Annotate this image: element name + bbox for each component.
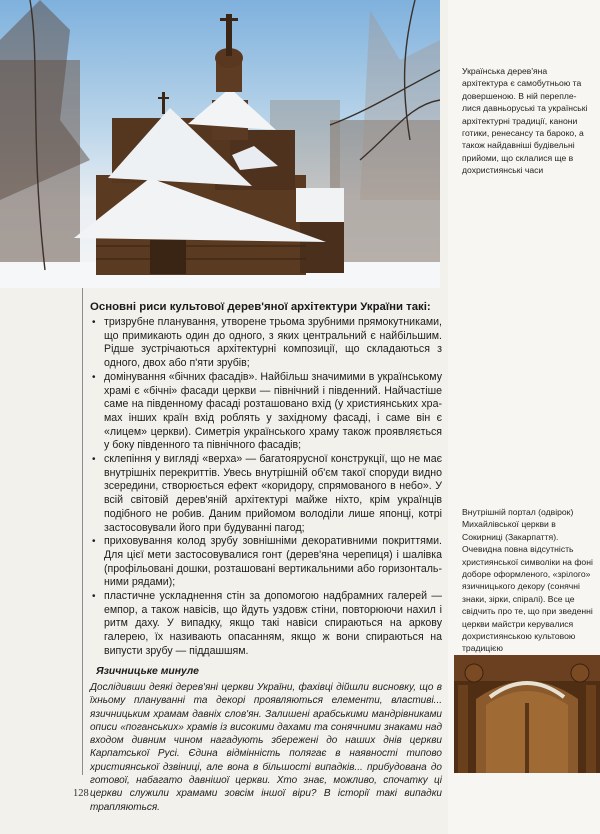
bullet-icon: • <box>92 371 96 383</box>
portal-photo <box>454 655 600 773</box>
pagan-past-section <box>90 665 442 814</box>
column-rule <box>82 288 83 775</box>
list-item <box>90 590 442 659</box>
bullet-icon: • <box>92 317 96 328</box>
bullet-icon: • <box>92 454 96 466</box>
bullet-icon: • <box>92 591 96 603</box>
church-illustration <box>0 0 440 288</box>
list-item-text: тризрубне планування, утворене трьома зрубними прямокутниками, що примикають один до одного, з яких центральний є найбільшим. Рідше зустрічаються архітектурні композиції, що складаються з одного, двох або п'яти зрубів; <box>104 316 442 370</box>
section-title: Язичницьке минуле <box>96 666 199 677</box>
section-text: Дослідивши деякі дерев'яні церкви України, фахівці дійшли висновку, що в їхньому плануванні та декорі проявляються елементи, властиві... язичницьким храмам давніх слов'ян. Залишені арабськими мандрівниками описи «поганських» храмів із високими дахами та сонячними знаками над входом дивним чином нагадують збережені до наших днів церкви Карпатської Русі. Єдина відмінність полягає в наявності типово християнської дзвіниці, але вона в більшості випадків... прибудована до готової, набагато давнішої церкви. Хто знає, можливо, спочатку ці церкви служили храмами зовсім іншої віри? В історії такі випадки трапляються. <box>90 682 442 813</box>
features-list <box>90 316 442 659</box>
list-item <box>90 453 442 535</box>
list-item <box>90 535 442 590</box>
page-number: 128 <box>73 788 89 799</box>
features-heading: Основні риси культової дерев'яної архітектури України такі: <box>90 301 431 313</box>
list-item <box>90 316 442 371</box>
caption-portal: Внутрішній портал (одвірок) Михайлівської церкви в Сокирниці (Закарпаття). Очевидна повна відсутність християнської символіки на фоні доборе оформленого, «зрілого» язичницького декору (сонячні знаки, зірки, спіралі). Все це свідчить про те, що при зведенні церкви майстри керувалися дохристиянською культовою традицією <box>462 507 593 654</box>
portal-illustration <box>454 655 600 773</box>
list-item-text: приховування колод зрубу зовнішніми декоративними покриттями. Для цієї мети застосовувалися гонт (дерев'яна черепиця) і шалівка (профільовані дошки, розташовані вертикальними або горизонтальними рядами); <box>104 535 442 589</box>
church-photo <box>0 0 440 288</box>
list-item-text: пластичне ускладнення стін за допомогою надбрамних галерей — емпор, а також навісів, що йдуть уздовж стіни, повторюючи нахил і ритм даху. У випадку, якщо такі навіси спираються на аркову галерею, їх називають опасанням, якщо ж вони спираються на випусти зрубу — піддашшям. <box>104 590 442 657</box>
list-item-text: склепіння у вигляді «верха» — багатоярусної конструкції, що не має внутрішніх перекриттів. Увесь внутрішній об'єм такої споруди видно зсередини, створюється ефект «коридору, спрямованого в небо». У всій світовій дерев'яній архітектурі майже ніхто, крім українців подібного не робив. Даним прийомом володіли лише японці, котрі застосовували його при будуванні пагод; <box>104 453 442 534</box>
list-item <box>90 371 442 453</box>
main-content <box>90 300 442 659</box>
bullet-icon: • <box>92 536 96 548</box>
list-item-text: домінування «бічних фасадів». Найбільш значимими в українському храмі є «бічні» фасади церкви — північний і південний. Найчастіше саме на південному фасаді розташовано вхід (у християнських храмах інших країн вхід роблять у західному фасаді, і саме він є «лицем» церкви). Симетрія українського храму також проявляється у боку південного та північного фасадів; <box>104 370 442 452</box>
caption-architecture: Українська дерев'яна архітектура є самобутньою та довершеною. В ній переплелися давньоруські та українські архітектурні традиції, канони готики, ренесансу та бароко, а також найдавніші будівельні прийоми, що склалися ще в дохристиянські часи <box>462 66 588 176</box>
